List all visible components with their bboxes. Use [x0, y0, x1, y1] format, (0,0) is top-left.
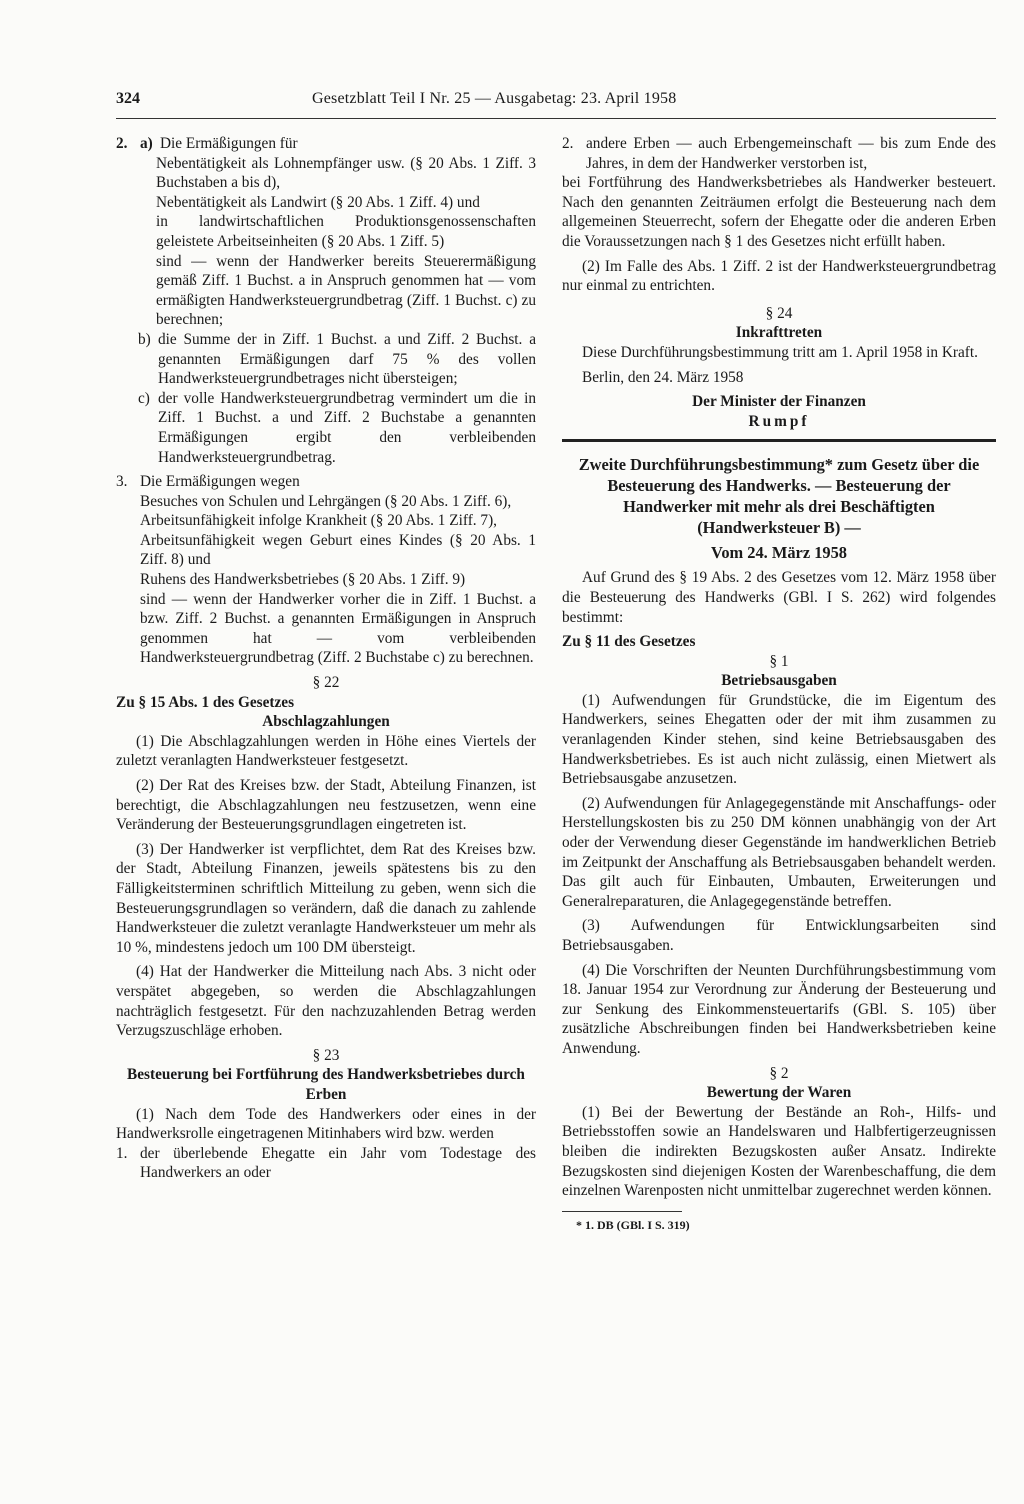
paragraph: sind — wenn der Handwerker vorher die in Ziff. 1 Buchst. a bzw. Ziff. 2 Buchst. a genannten Ermäßigungen in Anspruch genommen hat — vom verbleibenden Handwerksteuergrundbetrag (Ziff. 2 Buchstabe c) zu berechnen.: [140, 590, 536, 667]
preamble: Auf Grund des § 19 Abs. 2 des Gesetzes vom 12. März 1958 über die Besteuerung des Handwerks (GBl. I S. 262) wird folgendes bestimmt:: [562, 569, 996, 626]
list-item: [562, 134, 996, 173]
paragraph: Die Ermäßigungen wegen: [140, 473, 300, 491]
section-title: Abschlagzahlungen: [262, 713, 390, 731]
paragraph: Diese Durchführungsbestimmung tritt am 1. April 1958 in Kraft.: [582, 343, 978, 361]
paragraph: (1) Die Abschlagzahlungen werden in Höhe eines Viertels der zuletzt veranlagten Handwerksteuer festgesetzt.: [116, 732, 536, 770]
item-2c: [138, 389, 536, 467]
paragraph: (4) Hat der Handwerker die Mitteilung nach Abs. 3 nicht oder verspätet abgegeben, so werden die Abschlagzahlungen nachträglich festgesetzt. Für den nachzuzahlenden Betrag werden Verzugszuschläge erhoben.: [116, 963, 536, 1040]
item-label: c): [138, 389, 150, 407]
paragraph: (2) Aufwendungen für Anlagegegenstände mit Anschaffungs- oder Herstellungskosten bis zu 250 DM können unabhängig von der Art oder der Verwendung dieser Gegenstände im handwerklichen Betrieb im Zeitpunkt der Anschaffung als Betriebsausgaben behandelt werden. Das gilt auch für Einbauten, Umbauten, Erweiterungen und Generalreparaturen, die Anlagegegenstände betreffen.: [562, 794, 996, 910]
separator-rule: [562, 439, 996, 442]
footnote: * 1. DB (GBl. I S. 319): [576, 1217, 690, 1232]
paragraph: Die Ermäßigungen für: [160, 135, 298, 152]
item-label: b): [138, 330, 151, 348]
section-title: Betriebsausgaben: [721, 672, 837, 690]
item-label: a): [140, 135, 153, 152]
section-title: Besteuerung bei Fortführung des Handwerksbetriebes durch Erben: [127, 1066, 525, 1103]
paragraph: (1) Aufwendungen für Grundstücke, die im Eigentum des Handwerkers, seines Ehegatten oder der mit ihm zusammen zu veranlagenden Kinder stehen, sind keine Betriebsausgaben des Handwerksbetriebes. Es ist auch nicht zulässig, einen Mietwert als Betriebsausgabe anzusetzen.: [562, 691, 996, 788]
paragraph: (3) Aufwendungen für Entwicklungsarbeiten sind Betriebsausgaben.: [562, 917, 996, 954]
item-label: 3.: [116, 473, 128, 491]
paragraph: bei Fortführung des Handwerksbetriebes als Handwerker besteuert. Nach den genannten Zeiträumen erfolgt die Besteuerung nach dem allgemeinen Steuerrecht, sofern der Ehegatte oder die anderen Erben die Voraussetzungen nach § 1 des Gesetzes nicht erfüllt haben.: [562, 174, 996, 250]
paragraph: Besuches von Schulen und Lehrgängen (§ 20 Abs. 1 Ziff. 6),: [140, 492, 512, 510]
section-title: Inkrafttreten: [735, 324, 823, 342]
right-column: [562, 134, 996, 1235]
paragraph: der volle Handwerksteuergrundbetrag vermindert um die in Ziff. 1 Buchst. a und Ziff. 2 Buchstabe a genannten Ermäßigungen ergibt den verbleibenden Handwerksteuergrundbetrag.: [158, 389, 536, 466]
item-label: 1.: [116, 1144, 128, 1162]
paragraph: (2) Im Falle des Abs. 1 Ziff. 2 ist der Handwerksteuergrundbetrag nur einmal zu entrichten.: [562, 257, 996, 295]
paragraph: (2) Der Rat des Kreises bzw. der Stadt, Abteilung Finanzen, ist berechtigt, die Abschlagzahlungen neu festzusetzen, wenn eine Veränderung der Besteuerungsgrundlagen eingetreten ist.: [116, 777, 536, 834]
section-number: § 24: [765, 304, 793, 322]
page-number: 324: [116, 90, 140, 107]
signature-name: Rumpf: [748, 412, 810, 430]
item-2b: [138, 330, 536, 389]
regulation-date: Vom 24. März 1958: [711, 543, 847, 563]
section-reference: Zu § 11 des Gesetzes: [562, 633, 696, 651]
header-rule: [116, 118, 996, 119]
paragraph: (3) Der Handwerker ist verpflichtet, dem Rat des Kreises bzw. der Stadt, Abteilung Finanzen, jeweils spätestens bis zu den Fälligkeitsterminen schriftlich Mitteilung zu geben, wenn sich die Besteuerungsgrundlagen so verändern, daß die danach zu zahlende Handwerksteuer die zuletzt veranlagte Handwerksteuer um mehr als 10 %, mindestens jedoch um 100 DM übersteigt.: [116, 840, 536, 956]
section-reference: Zu § 15 Abs. 1 des Gesetzes: [116, 693, 295, 711]
left-column: [116, 134, 536, 1183]
list-item: [116, 1144, 536, 1183]
paragraph: andere Erben — auch Erbengemeinschaft — bis zum Ende des Jahres, in dem der Handwerker verstorben ist,: [586, 135, 996, 172]
footnote-rule: [562, 1211, 682, 1212]
paragraph: sind — wenn der Handwerker bereits Steuerermäßigung gemäß Ziff. 1 Buchst. a in Anspruch genommen hat — vom ermäßigten Handwerksteuergrundbetrag (Ziff. 1 Buchst. c) zu berechnen;: [156, 252, 536, 329]
section-number: § 23: [312, 1046, 340, 1064]
section-number: § 22: [312, 674, 340, 692]
section-title: Bewertung der Waren: [706, 1084, 852, 1102]
item-2a: [116, 134, 536, 330]
paragraph: Arbeitsunfähigkeit wegen Geburt eines Kindes (§ 20 Abs. 1 Ziff. 8) und: [140, 531, 536, 569]
item-label: 2.: [116, 135, 128, 152]
paragraph: Ruhens des Handwerksbetriebes (§ 20 Abs. 1 Ziff. 9): [140, 571, 466, 589]
section-number: § 2: [769, 1064, 789, 1082]
paragraph: Arbeitsunfähigkeit infolge Krankheit (§ 20 Abs. 1 Ziff. 7),: [140, 512, 497, 530]
paragraph: der überlebende Ehegatte ein Jahr vom Todestage des Handwerkers an oder: [140, 1144, 536, 1182]
regulation-title: Zweite Durchführungsbestimmung* zum Gesetz über die Besteuerung des Handwerks. — Besteuerung der Handwerker mit mehr als drei Beschäftigten (Handwerksteuer B) —: [578, 455, 980, 538]
place-date: Berlin, den 24. März 1958: [582, 368, 744, 386]
item-label: 2.: [562, 135, 574, 152]
header-title: Gesetzblatt Teil I Nr. 25 — Ausgabetag: 23. April 1958: [312, 90, 677, 107]
minister-title: Der Minister der Finanzen: [692, 393, 866, 411]
paragraph: (1) Nach dem Tode des Handwerkers oder eines in der Handwerksrolle eingetragenen Mitinhabers wird bzw. werden: [116, 1105, 536, 1143]
paragraph: die Summe der in Ziff. 1 Buchst. a und Ziff. 2 Buchst. a genannten Ermäßigungen darf 75 % des vollen Handwerksteuergrundbetrages nicht übersteigen;: [158, 330, 536, 388]
paragraph: in landwirtschaftlichen Produktionsgenossenschaften geleistete Arbeitseinheiten (§ 20 Abs. 1 Ziff. 5): [156, 213, 536, 250]
page-header: [116, 90, 677, 116]
paragraph: Nebentätigkeit als Lohnempfänger usw. (§ 20 Abs. 1 Ziff. 3 Buchstaben a bis d),: [156, 154, 536, 192]
paragraph: Nebentätigkeit als Landwirt (§ 20 Abs. 1 Ziff. 4) und: [156, 193, 480, 211]
section-number: § 1: [769, 652, 789, 670]
paragraph: (1) Bei der Bewertung der Bestände an Roh-, Hilfs- und Betriebsstoffen sowie an Handelswaren und Halbfertigerzeugnissen bleiben die indirekten Bezugskosten außer Ansatz. Indirekte Bezugskosten sind diejenigen Kosten der Warenbeschaffung, die dem einzelnen Warenposten nicht unmittelbar zugerechnet werden können.: [562, 1103, 996, 1200]
item-3: [116, 472, 536, 668]
paragraph: (4) Die Vorschriften der Neunten Durchführungsbestimmung vom 18. Januar 1954 zur Verordnung zur Änderung der Besteuerung und zur Senkung des Einkommensteuertarifs (GBl. S. 105) über zusätzliche Abschreibungen finden bei Handwerksbetrieben keine Anwendung.: [562, 961, 996, 1057]
